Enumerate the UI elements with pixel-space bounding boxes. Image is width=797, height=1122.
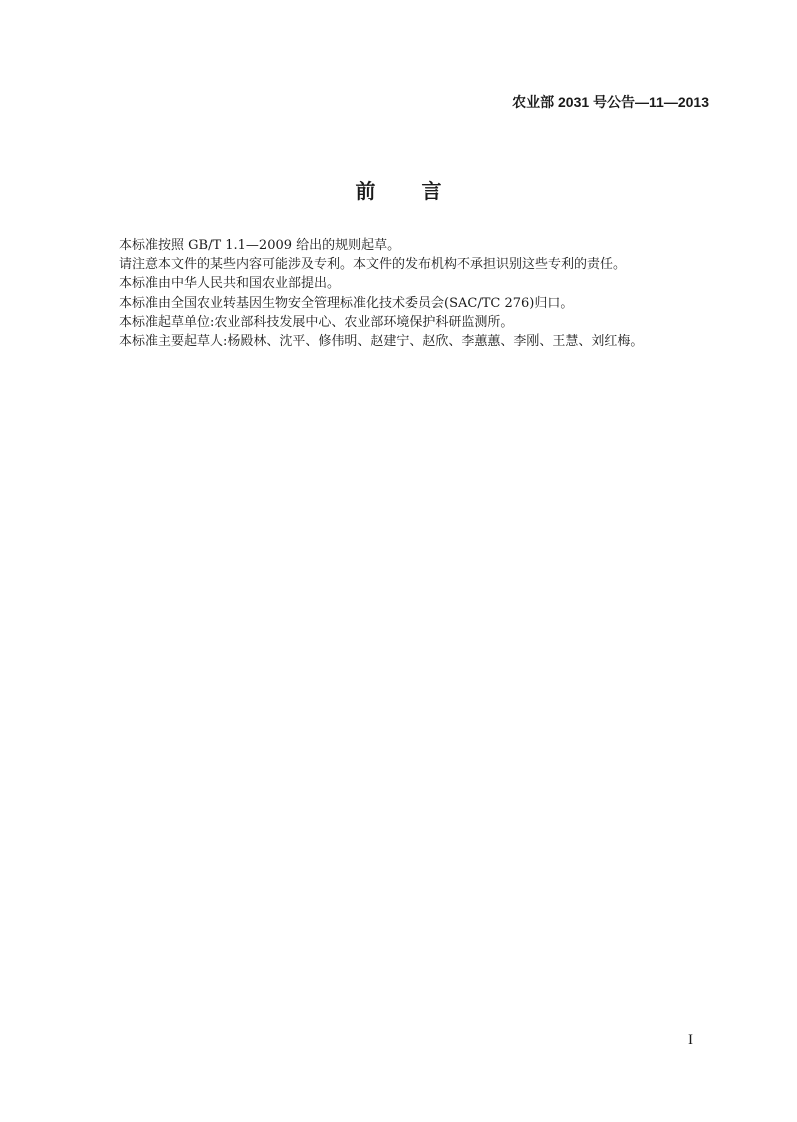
paragraph-drafting-rules: 本标准按照 GB/T 1.1—2009 给出的规则起草。	[119, 238, 401, 253]
paragraph-drafters: 本标准主要起草人:杨殿林、沈平、修伟明、赵建宁、赵欣、李蕙蕙、李刚、王慧、刘红梅。	[119, 334, 644, 350]
paragraph-patent-notice: 请注意本文件的某些内容可能涉及专利。本文件的发布机构不承担识别这些专利的责任。	[119, 257, 627, 273]
page-title: 前言	[355, 179, 488, 203]
paragraph-drafting-units: 本标准起草单位:农业部科技发展中心、农业部环境保护科研监测所。	[119, 314, 514, 330]
foreword-body	[119, 236, 719, 351]
page-number: I	[688, 1032, 693, 1048]
paragraph-proposer: 本标准由中华人民共和国农业部提出。	[119, 276, 341, 292]
standard-code: 农业部 2031 号公告—11—2013	[512, 94, 709, 110]
paragraph-committee: 本标准由全国农业转基因生物安全管理标准化技术委员会(SAC/TC 276)归口。	[119, 295, 574, 311]
